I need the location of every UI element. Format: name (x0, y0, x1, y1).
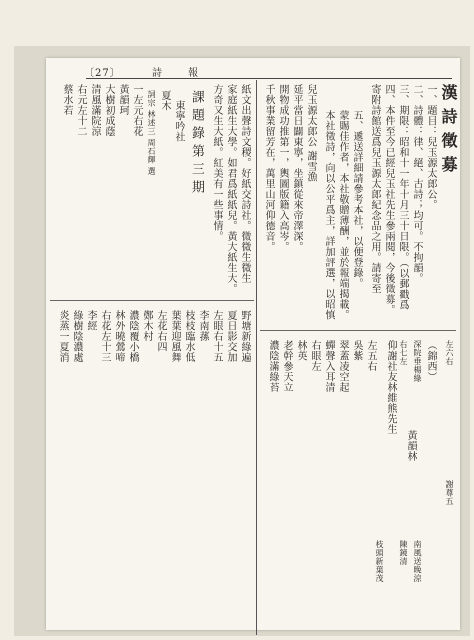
poem-line: 枝枝臨水低 (183, 310, 194, 363)
rule-line: 三、期限：昭和十一年十月三十日限。（以郵戳爲 (397, 84, 408, 310)
poem-line: 濃陰滿綠苔 (267, 340, 278, 393)
poem-title: 兒玉源太郎公 謝雪漁 (305, 84, 316, 183)
rule-line: 二、詩體：律、絕、古詩；均可。不拘韻。 (411, 84, 422, 284)
notice-line: 蒙賜佳作者，本社敬贈薄酬，並於報端揭載。 (337, 110, 348, 320)
intro-line: 家庭紙生大學。如君爲紙紙兒。黃大紙生大。 (225, 84, 236, 294)
poem-rank: 左眼右十五 (211, 310, 222, 363)
section-rule (50, 300, 254, 301)
poem-line: 林外曉鶯啼 (113, 310, 124, 363)
poem-line: 翠蓋凌空起 (337, 340, 348, 393)
poem-author: 鄭木村 (141, 310, 152, 342)
header-rule (86, 78, 452, 79)
column-divider (256, 80, 257, 635)
poem-line: 枝頭新葉茂 (375, 540, 384, 583)
section-title: 漢詩徵募 (439, 84, 458, 180)
poem-rank: 左花右四 (155, 310, 166, 352)
poem-line: 夏日影交加 (225, 310, 236, 363)
poem-line: 蟬聲入耳清 (323, 340, 334, 393)
poem-line: 濃陰覆小橋 (127, 310, 138, 363)
poem-author: 林英 (295, 340, 306, 361)
poem-rank: 左六右 (445, 340, 454, 366)
intro-line: 方奇又生大紙。紅美有一些事情。 (211, 84, 222, 242)
intro-line: 紙文出聲詩文稷。好紙交詩社。微微生微生 (239, 84, 250, 284)
poem-line: 大樹初成蔭 (103, 84, 114, 137)
poem-rank: 右元左十二 (75, 84, 86, 137)
page-header (46, 62, 460, 82)
poem-author: 吳紫 (351, 340, 362, 361)
poem-author: 黃韻珂 (117, 84, 128, 116)
poem-line: 野塘新綠遍 (239, 310, 250, 363)
poem-line: 綠樹陰濃處 (71, 310, 82, 363)
poem-rank: 右眼左 (309, 340, 320, 372)
poem-rank: 左五右 (365, 340, 376, 372)
poem-rank: 一左元右花 (131, 84, 142, 137)
rule-line: 四、本件至今已經兒玉社先生參兩閱，今後徵募。 (383, 84, 394, 315)
poem-author: 陳鏡清 (399, 540, 408, 566)
poem-rank: 右七左 (399, 340, 408, 366)
poem-rank: 右花左十三 (99, 310, 110, 363)
rule-line: 一、題目：兒玉源太郎公。 (425, 84, 436, 210)
poem-subtitle: （錦西） (425, 340, 436, 382)
poem-author: 黃韻林 (405, 430, 416, 462)
poem-line: 延平當日闢東寧，坐鎮從來帝澤深。 (291, 84, 302, 252)
section-title: 課題錄第三期 (189, 90, 204, 198)
judges: 詞宗 林述三 周石輝 選 (147, 90, 156, 176)
title-char: 報 (188, 68, 198, 79)
poem-line: 葉葉迎風舞 (169, 310, 180, 363)
poem-author: 蔡水若 (61, 84, 72, 116)
subject: 夏木 (159, 90, 170, 111)
notice-line: 本社徵詩，向以公平爲主，詳加評選，以昭慎 (323, 110, 334, 320)
notice-line: 五、遞送詳細請參考本社，以便登錄。 (351, 110, 362, 289)
rule-line: 寄附詩館送爲兒玉源太郎紀念品之用。請寄至 (369, 84, 380, 294)
poem-line: 清風滿院涼 (89, 84, 100, 137)
section-rule (260, 330, 456, 331)
poem-author: 李南蓀 (197, 310, 208, 342)
poem-author: 謝尊五 (445, 480, 454, 506)
poem-line: 炎蒸一夏消 (57, 310, 68, 363)
closing-line: 仰謝社友林維熊先生 (385, 340, 396, 435)
poem-author: 李經 (85, 310, 96, 331)
poem-line: 千秋事業留芳在，萬里山河仰德音。 (263, 84, 274, 252)
society-name: 東寧吟社 (173, 100, 184, 142)
publication-title (152, 64, 224, 79)
poem-line: 開物成功推第一，輿圖版籍入高岑。 (277, 84, 288, 252)
poem-line: 南風送晚涼 (413, 540, 422, 583)
title-char: 詩 (152, 68, 162, 79)
page-number: 〔27〕 (84, 68, 121, 79)
poem-line: 老幹參天立 (281, 340, 292, 393)
poem-line: 深院垂楊綠 (413, 340, 422, 383)
